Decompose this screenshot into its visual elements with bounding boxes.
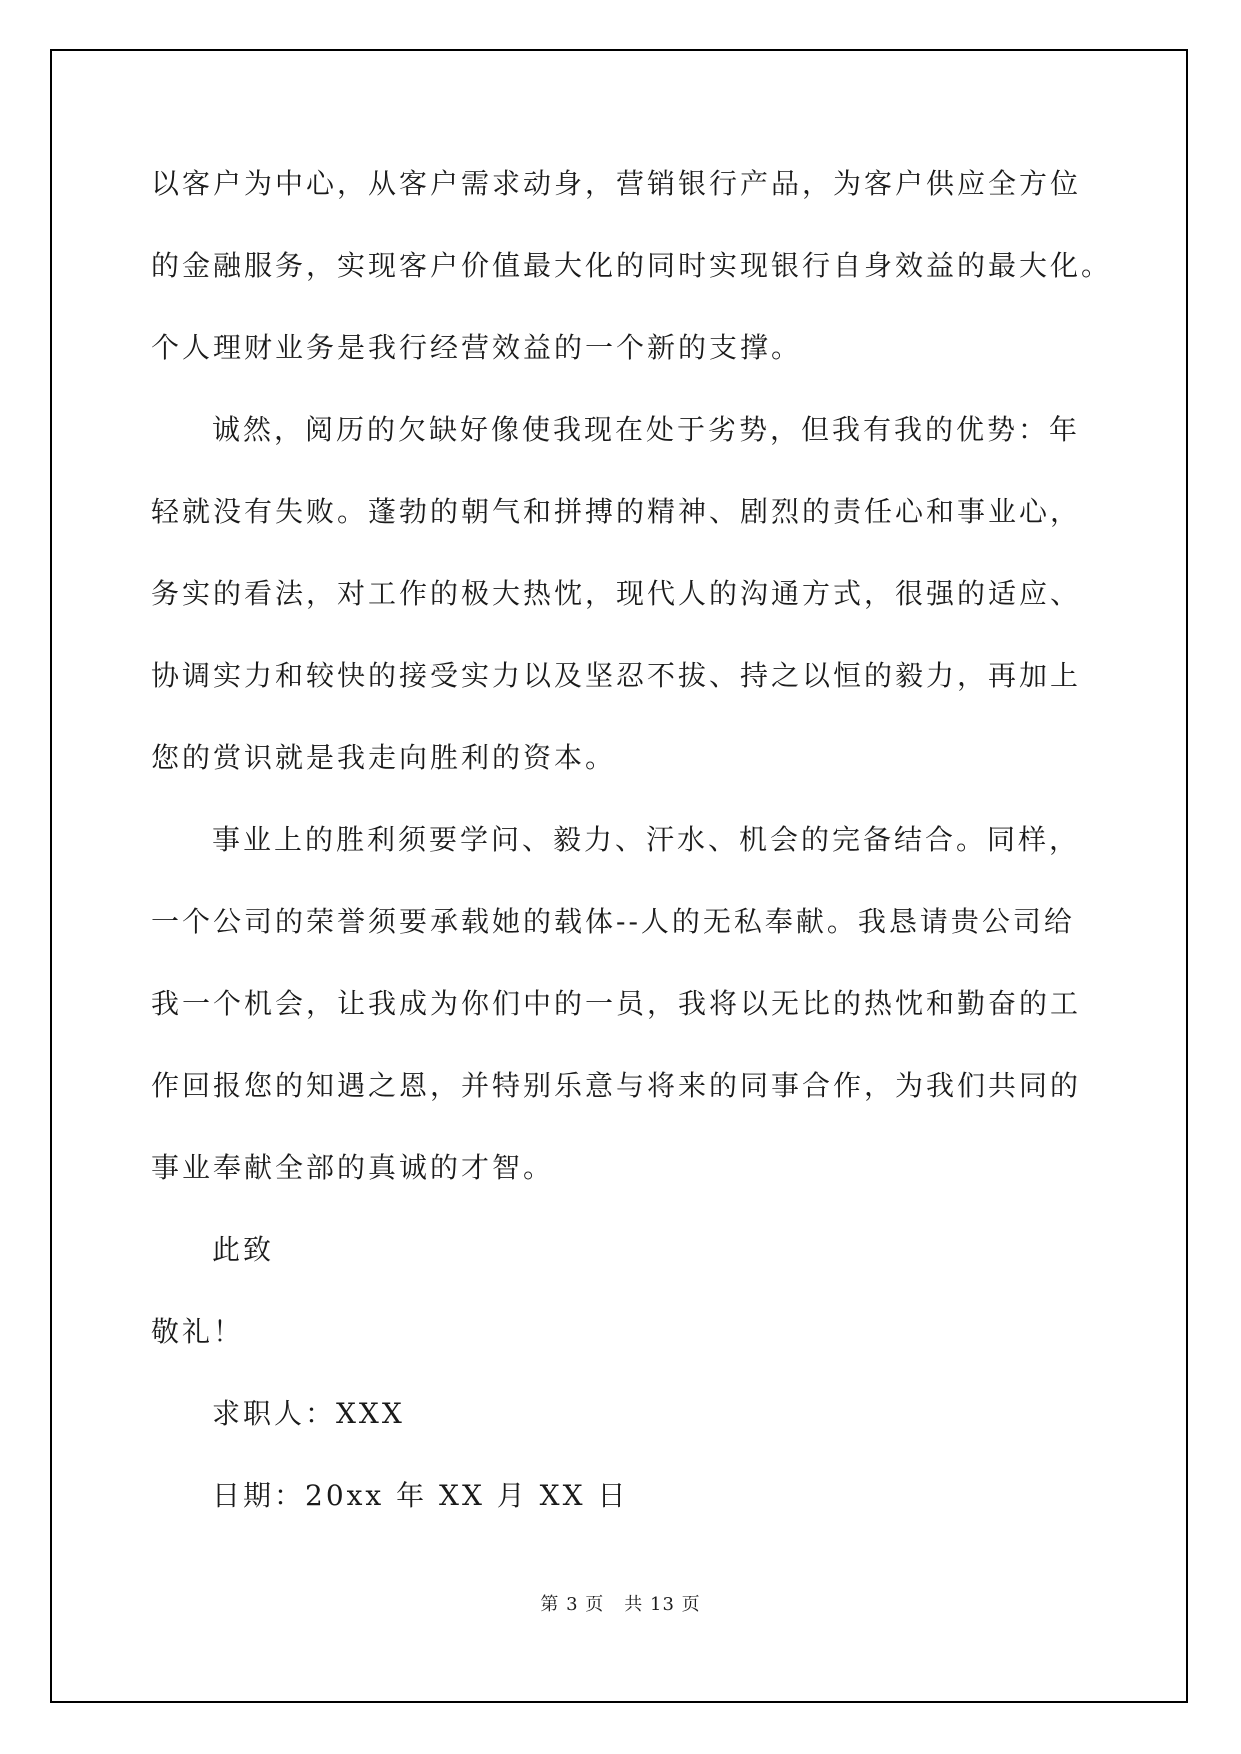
- date-line: 日期：20xx 年 XX 月 XX 日: [212, 1479, 629, 1512]
- text-line: 我一个机会，让我成为你们中的一员，我将以无比的热忱和勤奋的工: [151, 987, 1082, 1020]
- page-number: 第 3 页: [540, 1594, 605, 1615]
- page-total: 共 13 页: [624, 1594, 701, 1615]
- text-line: 您的赏识就是我走向胜利的资本。: [151, 741, 617, 774]
- text-line: 诚然，阅历的欠缺好像使我现在处于劣势，但我有我的优势：年: [212, 413, 1081, 446]
- text-line: 务实的看法，对工作的极大热忱，现代人的沟通方式，很强的适应、: [151, 577, 1082, 610]
- closing-regards: 敬礼！: [151, 1315, 245, 1348]
- text-line: 个人理财业务是我行经营效益的一个新的支撑。: [151, 331, 803, 364]
- text-line: 以客户为中心，从客户需求动身，营销银行产品，为客户供应全方位: [151, 167, 1082, 200]
- closing-salutation: 此致: [212, 1233, 275, 1266]
- text-line: 轻就没有失败。蓬勃的朝气和拼搏的精神、剧烈的责任心和事业心，: [151, 495, 1082, 528]
- page-footer: [0, 1590, 1241, 1616]
- text-line: 一个公司的荣誉须要承载她的载体--人的无私奉献。我恳请贵公司给: [151, 905, 1075, 938]
- text-line: 事业奉献全部的真诚的才智。: [151, 1151, 555, 1184]
- applicant-signature: 求职人：XXX: [212, 1397, 405, 1430]
- text-line: 的金融服务，实现客户价值最大化的同时实现银行自身效益的最大化。: [151, 249, 1113, 282]
- text-line: 作回报您的知遇之恩，并特别乐意与将来的同事合作，为我们共同的: [151, 1069, 1082, 1102]
- text-line: 协调实力和较快的接受实力以及坚忍不拔、持之以恒的毅力，再加上: [151, 659, 1082, 692]
- text-line: 事业上的胜利须要学问、毅力、汗水、机会的完备结合。同样，: [212, 823, 1081, 856]
- document-body: [151, 160, 1113, 1554]
